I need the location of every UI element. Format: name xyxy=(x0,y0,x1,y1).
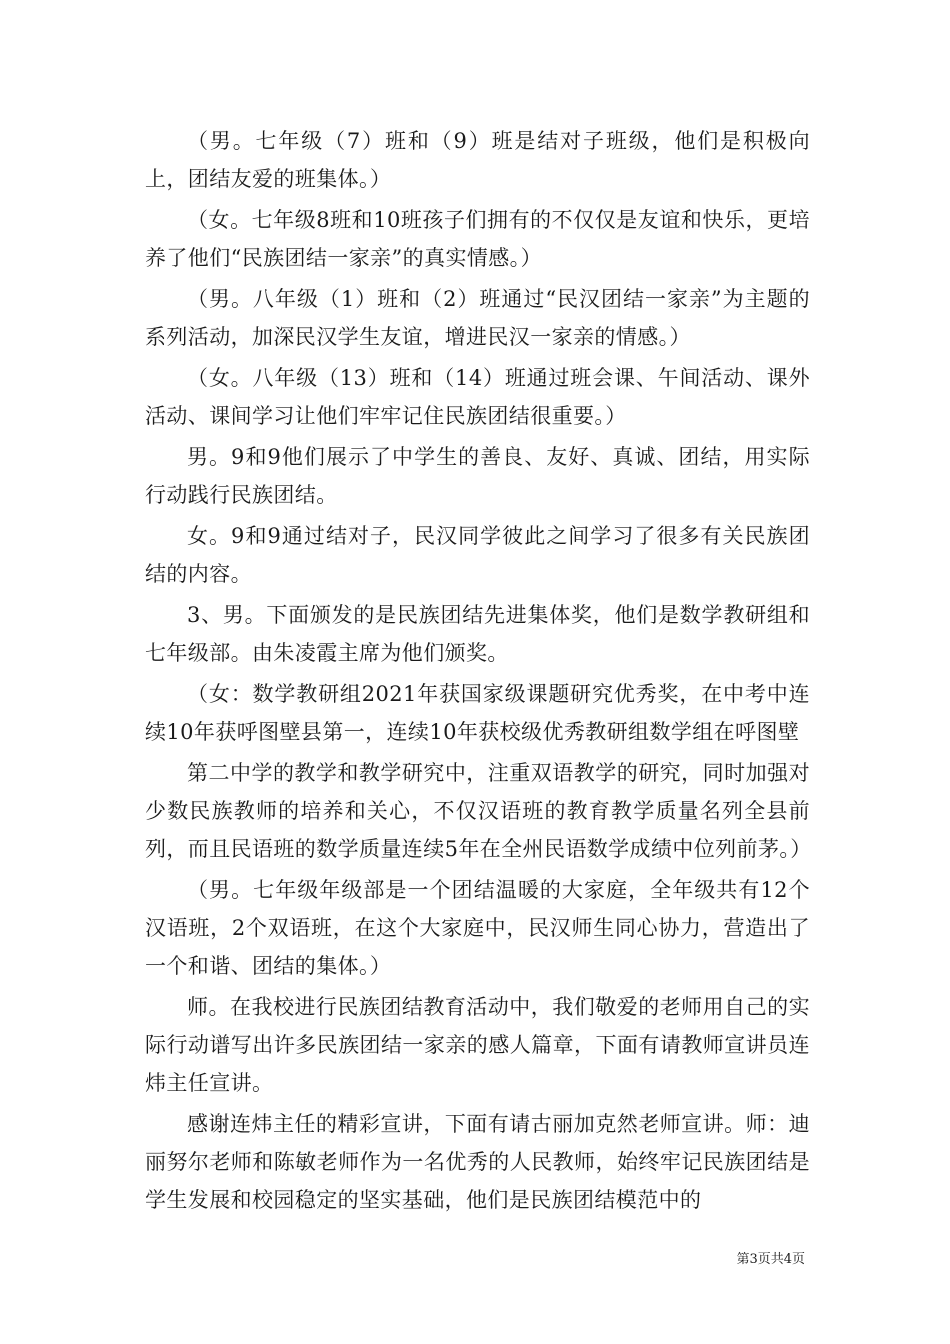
paragraph: 第二中学的教学和教学研究中，注重双语教学的研究，同时加强对少数民族教师的培养和关心，不仅汉语班的教育教学质量名列全县前列，而且民语班的数学质量连续5年在全州民语数学成绩中位列前茅。） xyxy=(145,761,812,861)
paragraph: （男。八年级（1）班和（2）班通过“民汉团结一家亲”为主题的系列活动，加深民汉学生友谊，增进民汉一家亲的情感。） xyxy=(145,287,810,349)
paragraph: 师。在我校进行民族团结教育活动中，我们敬爱的老师用自己的实际行动谱写出许多民族团结一家亲的感人篇章，下面有请教师宣讲员连炜主任宣讲。 xyxy=(145,995,810,1095)
paragraph: 3、男。下面颁发的是民族团结先进集体奖，他们是数学教研组和七年级部。由朱凌霞主席为他们颁奖。 xyxy=(145,603,810,665)
body-text xyxy=(145,122,810,1222)
paragraph: （女：数学教研组2021年获国家级课题研究优秀奖，在中考中连续10年获呼图壁县第一，连续10年获校级优秀教研组数学组在呼图壁 xyxy=(145,682,810,744)
page-number: 第3页共4页 xyxy=(736,1252,805,1267)
paragraph: （男。七年级（7）班和（9）班是结对子班级，他们是积极向上，团结友爱的班集体。） xyxy=(145,129,810,191)
paragraph: （女。八年级（13）班和（14）班通过班会课、午间活动、课外活动、课间学习让他们牢牢记住民族团结很重要。） xyxy=(145,366,810,428)
paragraph: （男。七年级年级部是一个团结温暖的大家庭，全年级共有12个汉语班，2个双语班，在这个大家庭中，民汉师生同心协力，营造出了一个和谐、团结的集体。） xyxy=(145,878,810,978)
paragraph: （女。七年级8班和10班孩子们拥有的不仅仅是友谊和快乐，更培养了他们“民族团结一家亲”的真实情感。） xyxy=(145,208,810,270)
paragraph: 女。9和9通过结对子，民汉同学彼此之间学习了很多有关民族团结的内容。 xyxy=(145,524,810,586)
paragraph: 男。9和9他们展示了中学生的善良、友好、真诚、团结，用实际行动践行民族团结。 xyxy=(145,445,810,507)
paragraph: 感谢连炜主任的精彩宣讲，下面有请古丽加克然老师宣讲。师：迪丽努尔老师和陈敏老师作为一名优秀的人民教师，始终牢记民族团结是学生发展和校园稳定的坚实基础，他们是民族团结模范中的 xyxy=(145,1112,810,1212)
